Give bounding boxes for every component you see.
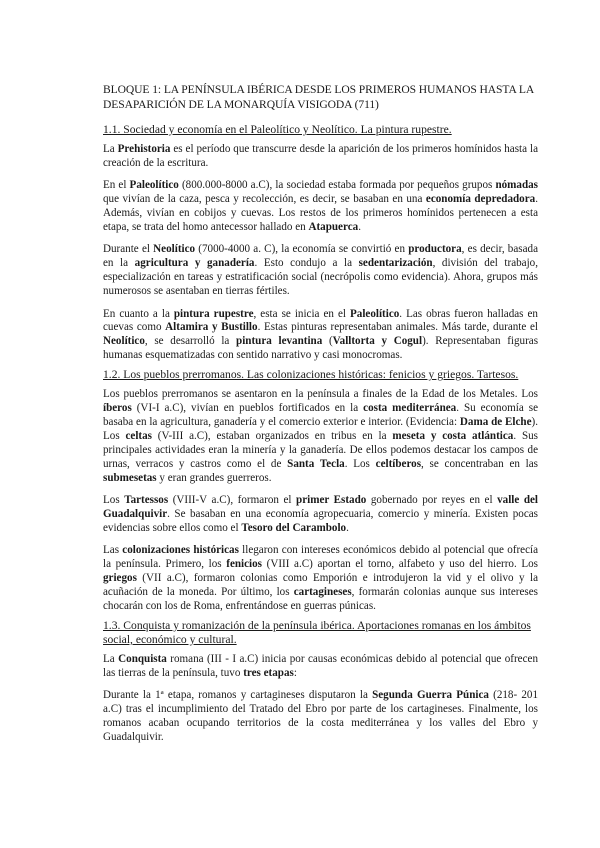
text-run: Los pueblos prerromanos se asentaron en la península a finales de la Edad de los Metales. Los <box>103 388 538 401</box>
bold-term: costa mediterránea <box>363 402 457 415</box>
text-run: En el <box>103 179 130 192</box>
bold-term: agricultura y ganadería <box>134 257 255 270</box>
bold-term: Conquista <box>118 652 167 665</box>
section-1-heading <box>103 123 538 137</box>
bold-term: meseta y costa atlántica <box>392 429 514 442</box>
text-run: , formarán colonias aunque sus intereses chocarán con los de Roma, enfrentándose en guerras púnicas. <box>103 585 538 612</box>
bold-term: primer Estado <box>296 494 367 507</box>
bold-term: Neolítico <box>103 335 145 348</box>
text-run: : <box>293 666 297 679</box>
text-run: (V-III a.C), estaban organizados en tribus en la <box>151 429 393 442</box>
bold-term: Tesoro del Carambolo <box>241 521 347 534</box>
paragraph <box>103 494 538 536</box>
paragraph <box>103 179 538 235</box>
text-run: . Su economía se basaba en la agricultura, ganadería y el comercio exterior e interior. (Evidencia: <box>103 402 538 428</box>
text-run: . Estas pinturas representaban animales. Más tarde, durante el <box>257 321 538 334</box>
text-run: (VII a.C), formaron colonias como Emporión e introdujeron la vid y el olivo y la acuñación de la moneda. Por último, los <box>103 572 538 598</box>
bold-term: Atapuerca <box>308 221 359 234</box>
bold-term: Paleolítico <box>129 179 179 192</box>
bold-term: tres etapas <box>243 666 294 679</box>
text-run: . Se basaban en una economía agropecuaria, comercio y minería. Existen pocas evidencias sobre ellos como el <box>103 507 538 534</box>
bold-term: productora <box>408 243 462 256</box>
bold-term: fenicios <box>226 558 262 571</box>
bold-term: Paleolítico <box>350 307 400 320</box>
paragraph <box>103 388 538 485</box>
bold-term: griegos <box>103 572 137 585</box>
bold-term: Dama de Elche <box>459 416 532 428</box>
bold-term: cartagineses <box>293 585 352 598</box>
bold-term: Segunda Guerra Púnica <box>372 689 489 702</box>
text-run: . <box>346 521 349 534</box>
bold-term: celtíberos <box>375 457 422 470</box>
text-run: (VIII a.C) aportan el torno, alfabeto y uso del hierro. Los <box>262 558 539 571</box>
bold-term: celtas <box>125 429 152 442</box>
bold-term: submesetas <box>103 471 157 484</box>
bold-term: pintura levantina <box>236 335 323 348</box>
section-3 <box>103 619 538 745</box>
text-run: . Sus principales actividades eran la minería y la ganadería. De ellos podemos destacar los campos de urnas, verracos y castros como el de <box>103 429 538 470</box>
bold-term: colonizaciones históricas <box>122 544 239 557</box>
section-2-heading-text: 1.2. Los pueblos prerromanos. Las colonizaciones históricas: fenicios y griegos. Tartesos. <box>103 368 519 382</box>
bold-term: íberos <box>103 402 132 415</box>
paragraph <box>103 653 538 681</box>
bold-term: Altamira y Bustillo <box>165 321 258 334</box>
section-2 <box>103 368 538 614</box>
bold-term: Prehistoria <box>117 143 171 155</box>
text-run: , es decir, basada en la <box>103 243 538 270</box>
text-run: , esta se inicia en el <box>253 307 350 320</box>
text-run: , se concentraban en las <box>421 457 538 470</box>
text-run: La <box>103 652 119 665</box>
paragraph <box>103 143 538 171</box>
text-run: Los <box>103 494 125 507</box>
text-run: . Además, vivían en cobijos y cuevas. Los restos de los primeros homínidos pertenecen a esta etapa, se trata del homo antecessor hallado en <box>103 193 538 234</box>
text-run: que vivían de la caza, pesca y recolección, es decir, se basaban en una <box>103 193 426 206</box>
bold-term: Santa Tecla <box>287 457 345 470</box>
text-run: . <box>358 221 361 234</box>
text-run: ). Los <box>103 416 538 442</box>
bold-term: economía depredadora <box>425 193 536 206</box>
bold-term: Tartessos <box>124 494 169 507</box>
paragraph <box>103 544 538 614</box>
bold-term: nómadas <box>495 179 538 192</box>
text-run: ( <box>322 335 333 348</box>
text-run: ). Representaban figuras humanas esquematizadas con sentido narrativo y casi monocromas. <box>103 335 539 362</box>
text-run: llegaron con intereses económicos debido al potencial que ofrecía la península. Primero, los <box>103 544 538 571</box>
text-run: . Esto condujo a la <box>254 257 359 270</box>
section-3-heading-text: 1.3. Conquista y romanización de la península ibérica. Aportaciones romanas en los ámbitos social, económico y cultural. <box>103 618 531 646</box>
text-run: Las <box>103 544 123 557</box>
text-run: y eran grandes guerreros. <box>156 471 272 484</box>
section-3-heading <box>103 619 538 647</box>
section-1 <box>103 123 538 363</box>
text-run: La <box>103 143 118 155</box>
bold-term: Valltorta y Cogul <box>332 335 423 348</box>
text-run: , división del trabajo, especialización en tareas y estratificación social (necrópolis como evidencia). Ahora, grupos más numerosos se asentaban en tierras fértiles. <box>103 257 538 298</box>
text-run: En cuanto a la <box>103 307 174 320</box>
text-run: . Los <box>344 457 376 470</box>
section-1-heading-text: 1.1. Sociedad y economía en el Paleolítico y Neolítico. La pintura rupestre. <box>103 123 452 136</box>
bold-term: Neolítico <box>153 243 196 256</box>
text-run: gobernado por reyes en el <box>366 494 498 507</box>
paragraph <box>103 243 538 299</box>
text-run: Durante la 1ª etapa, romanos y cartagineses disputaron la <box>103 689 373 702</box>
paragraph <box>103 308 538 364</box>
bold-term: valle del Guadalquivir <box>103 494 538 520</box>
text-run: . Las obras fueron halladas en cuevas como <box>103 307 538 334</box>
text-run: (218- 201 a.C) tras el incumplimiento del Tratado del Ebro por parte de los cartagineses. Finalmente, los romanos acaban ocupando territorios de la costa mediterránea y los valles del Ebro y Guadalquivir. <box>103 689 539 743</box>
bold-term: pintura rupestre <box>173 307 254 320</box>
text-run: , se desarrolló la <box>144 335 237 348</box>
text-run: (VIII-V a.C), formaron el <box>168 494 297 507</box>
text-run: es el período que transcurre desde la aparición de los primeros homínidos hasta la creación de la escritura. <box>103 143 538 169</box>
text-run: Durante el <box>103 243 154 256</box>
text-run: romana (III - I a.C) inicia por causas económicas debido al potencial que ofrecen las tierras de la península, tuvo <box>103 652 538 679</box>
bold-term: sedentarización <box>358 257 433 270</box>
text-run: (VI-I a.C), vivían en pueblos fortificados en la <box>131 402 364 415</box>
section-2-heading <box>103 368 538 382</box>
document-title: BLOQUE 1: LA PENÍNSULA IBÉRICA DESDE LOS PRIMEROS HUMANOS HASTA LA DESAPARICIÓN DE LA MONARQUÍA VISIGODA (711) <box>103 83 534 111</box>
text-run: (7000-4000 a. C), la economía se convirtió en <box>195 243 409 256</box>
paragraph <box>103 689 538 745</box>
text-run: (800.000-8000 a.C), la sociedad estaba formada por pequeños grupos <box>178 179 496 192</box>
